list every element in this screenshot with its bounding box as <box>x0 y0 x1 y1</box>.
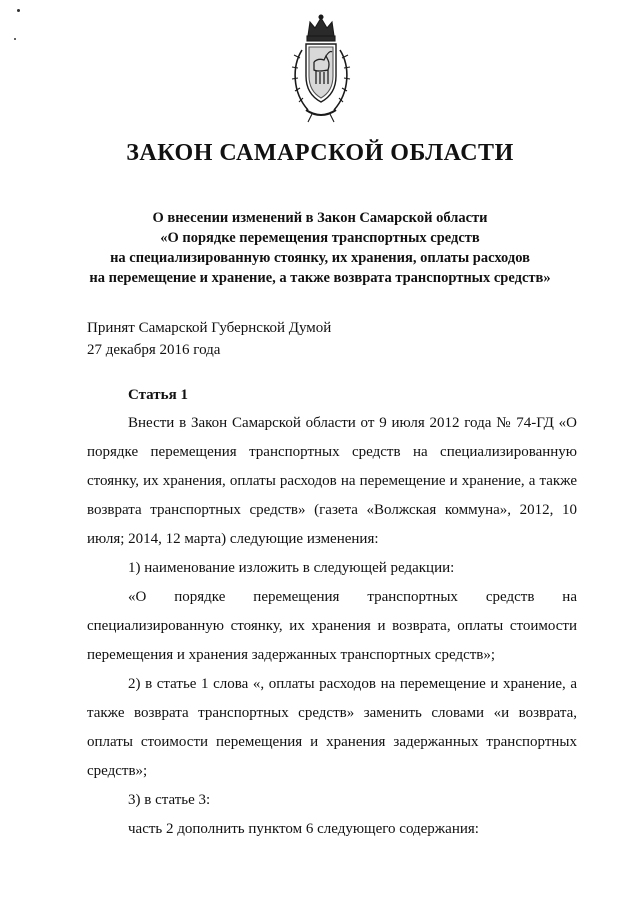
subtitle-line: на перемещение и хранение, а также возврата транспортных средств» <box>89 270 551 286</box>
paragraph-intro: Внести в Закон Самарской области от 9 июля 2012 года № 74-ГД «О порядке перемещения транспортных средств на специализированную стоянку, их хранения, оплаты расходов на перемещение и хранение, а также возврата транспортных средств» (газета «Волжская коммуна», 2012, 10 июля; 2014, 12 марта) следующие изменения: <box>87 415 577 547</box>
subtitle-line: «О порядке перемещения транспортных средств <box>160 230 480 246</box>
subtitle-line: О внесении изменений в Закон Самарской области <box>152 210 488 226</box>
paragraph-item-1: 1) наименование изложить в следующей редакции: <box>128 560 455 576</box>
scan-speck <box>14 38 16 40</box>
law-title: ЗАКОН САМАРСКОЙ ОБЛАСТИ <box>126 140 514 166</box>
paragraph-item-2: 2) в статье 1 слова «, оплаты расходов на перемещение и хранение, а также возврата транспортных средств» заменить словами «и возврата, оплаты стоимости перемещения и хранения задержанных транспортных средств»; <box>87 676 577 779</box>
paragraph-quote: «О порядке перемещения транспортных средств на специализированную стоянку, их хранения и возврата, оплаты стоимости перемещения и хранения задержанных транспортных средств»; <box>87 589 577 663</box>
article-heading: Статья 1 <box>128 387 188 403</box>
law-subtitle <box>60 208 580 288</box>
adoption-note <box>87 317 331 361</box>
paragraph-item-3: 3) в статье 3: <box>128 792 211 808</box>
scan-speck <box>17 9 20 12</box>
article-body <box>87 409 577 844</box>
adoption-body: Принят Самарской Губернской Думой <box>87 320 332 336</box>
adoption-date: 27 декабря 2016 года <box>87 342 221 358</box>
coat-of-arms-emblem <box>288 14 354 126</box>
paragraph-part-2: часть 2 дополнить пунктом 6 следующего содержания: <box>128 821 479 837</box>
subtitle-line: на специализированную стоянку, их хранения, оплаты расходов <box>110 250 530 266</box>
